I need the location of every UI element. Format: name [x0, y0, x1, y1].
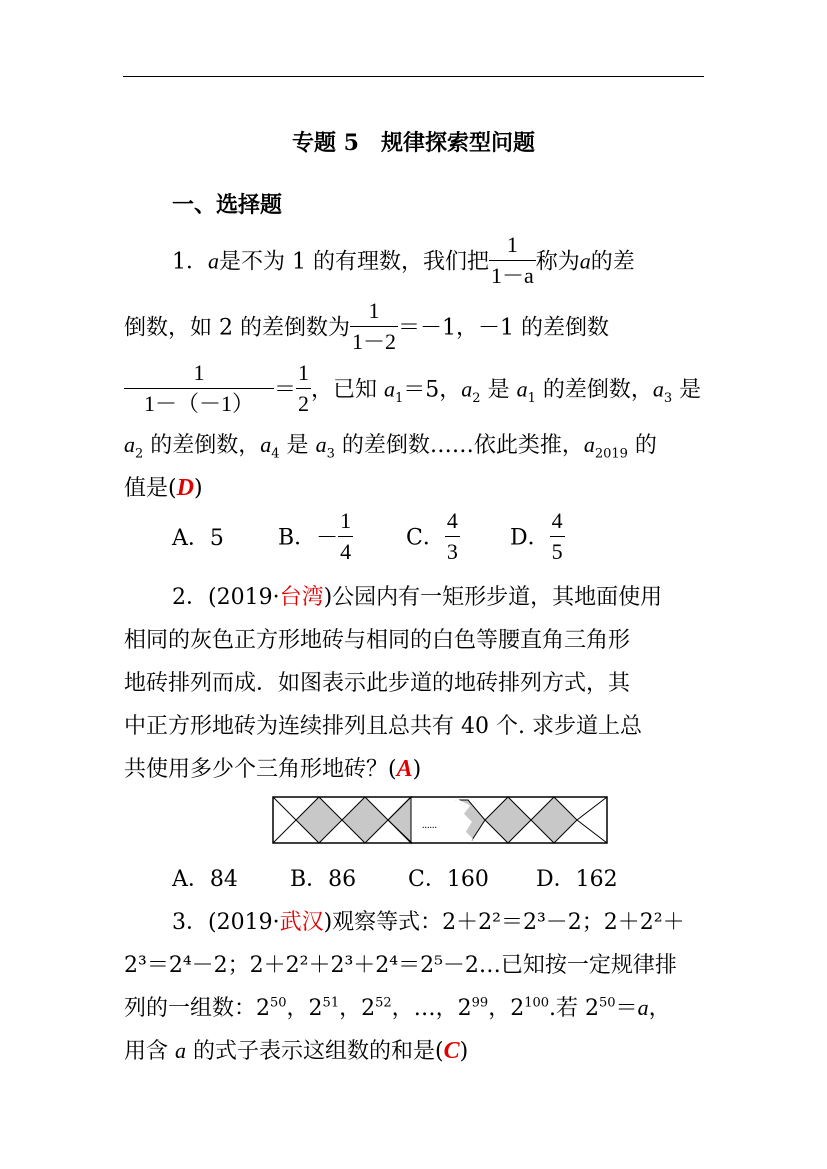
q2-line-2: 相同的灰色正方形地砖与相同的白色等腰直角三角形 — [124, 628, 631, 653]
q2-options — [172, 862, 618, 893]
q3-line-2: 2³＝2⁴－2；2＋2²＋2³＋2⁴＝2⁵－2…已知按一定规律排 — [124, 953, 677, 978]
q2-option-d: D．162 — [536, 867, 618, 892]
q2-answer: A — [396, 756, 413, 782]
tile-pattern-figure — [272, 796, 610, 852]
q1-option-d: D． $\frac{4}{5}$ — [510, 508, 565, 569]
q1-option-a: A．5 — [172, 525, 224, 551]
q1-fraction-half: $\frac{1}{2}$ — [296, 358, 311, 419]
q1-line-5: 值是(D) — [124, 475, 203, 501]
q1-option-c: C． $\frac{4}{3}$ — [406, 508, 510, 569]
header-rule — [123, 76, 704, 77]
q1-line-2: 倒数，如 2 的差倒数为 $\frac{1}{1-2}$ ＝－1，－1 的差倒数 — [124, 298, 609, 359]
q3-line-1: 3．(2019·武汉)观察等式：2＋2²＝2³－2；2＋2²＋ — [172, 910, 685, 935]
page-title: 专题 5 规律探索型问题 — [292, 130, 535, 156]
q1-options — [172, 508, 565, 569]
q2-line-4: 中正方形地砖为连续排列且总共有 40 个. 求步道上总 — [124, 714, 642, 739]
q1-fraction-neg: $\frac{1}{1-(-1)}$ — [124, 358, 274, 419]
q1-answer: D — [176, 475, 194, 501]
q2-option-a: A．84 — [172, 867, 238, 892]
q2-option-b: B．86 — [290, 867, 357, 892]
q3-line-4: 用含 a 的式子表示这组数的和是(C) — [124, 1038, 469, 1064]
q2-option-c: C．160 — [408, 867, 489, 892]
q3-answer: C — [443, 1038, 460, 1064]
q1-option-b: B．－ $\frac{1}{4}$ — [278, 508, 406, 569]
tile-pattern-svg — [272, 796, 610, 846]
q2-line-1: 2．(2019·台湾)公园内有一矩形步道，其地面使用 — [172, 585, 663, 610]
section-heading: 一、选择题 — [172, 192, 283, 218]
q3-source-place: 武汉 — [279, 910, 324, 935]
q3-line-3: 列的一组数：$2^{50}$，$2^{51}$，$2^{52}$，…，$2^{99}$，$2^{100}$.若 $2^{50}=a$， — [124, 995, 671, 1021]
q1-fraction-example: $\frac{1}{1-2}$ — [350, 296, 398, 357]
q2-line-3: 地砖排列而成．如图表示此步道的地砖排列方式，其 — [124, 671, 631, 696]
q1-line-4: $a_2$ 的差倒数，$a_4$ 是 $a_3$ 的差倒数……依此类推，$a_{2019}$ 的 — [124, 432, 657, 462]
ellipsis-label: ...... — [422, 820, 437, 831]
q1-line-1: 1．a是不为 1 的有理数，我们把 $\frac{1}{1-a}$ 称为a的差 — [172, 232, 635, 293]
q1-fraction-def: $\frac{1}{1-a}$ — [489, 230, 536, 291]
q1-line-3: $\frac{1}{1-(-1)}$ ＝ $\frac{1}{2}$ ，已知 $a_1=5$，$a_2$ 是 $a_1$ 的差倒数，$a_3$ 是 — [124, 360, 701, 421]
q2-source-place: 台湾 — [279, 585, 324, 610]
q2-line-5: 共使用多少个三角形地砖？(A) — [124, 756, 422, 782]
